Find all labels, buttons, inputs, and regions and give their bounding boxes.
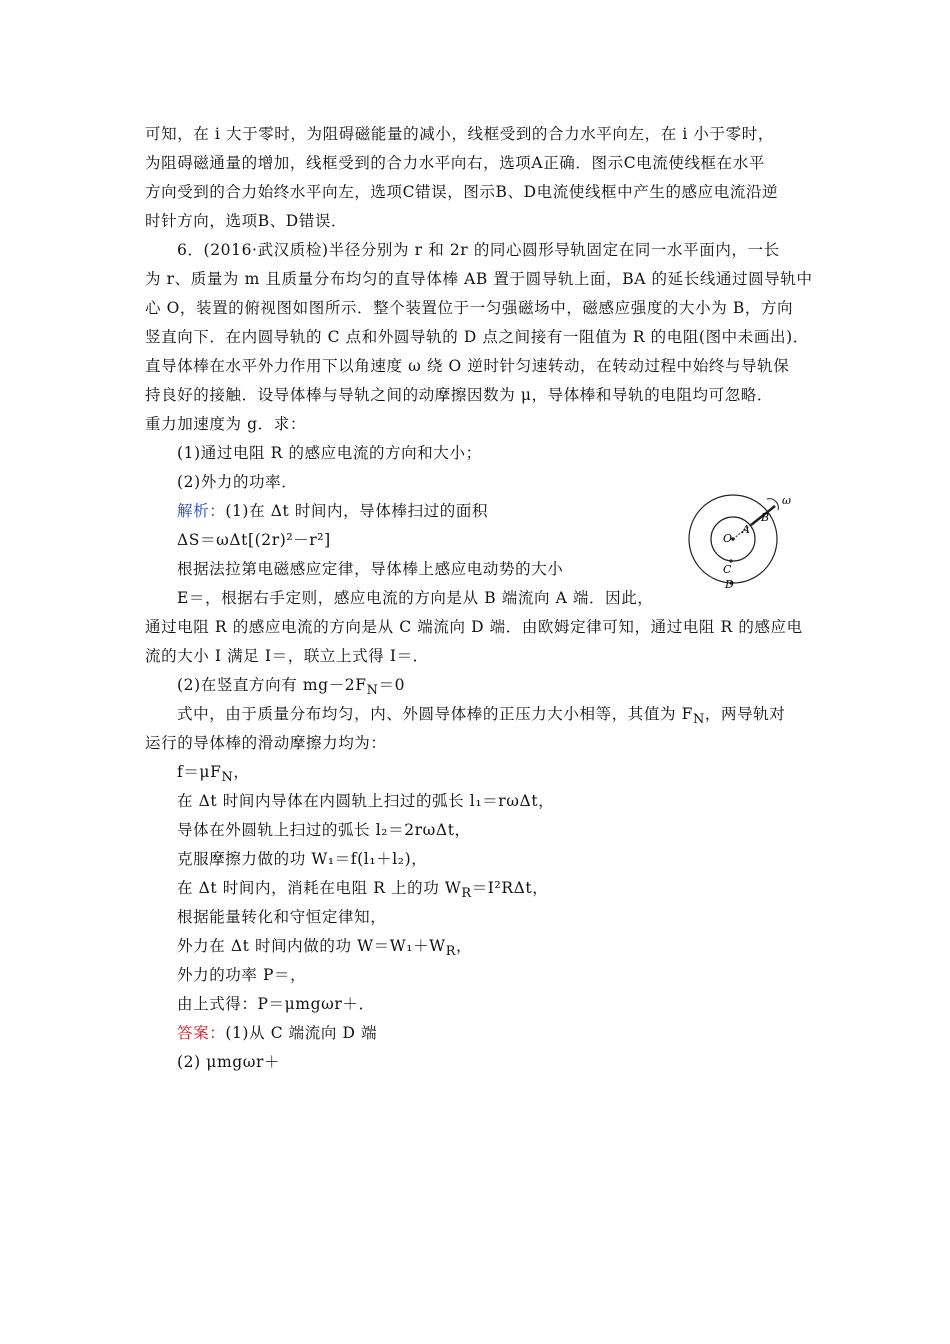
- text-line: 导体在外圆轨上扫过的弧长 l₂＝2rωΔt，: [177, 821, 471, 839]
- text-line: $f=\mu F_N$，: [177, 763, 250, 786]
- text-line: 克服摩擦力做的功 W₁＝f(l₁＋l₂)，: [177, 850, 428, 868]
- text-line: 心 O，装置的俯视图如图所示．整个装置位于一匀强磁场中，磁感应强度的大小为 B，方向: [145, 299, 794, 317]
- sub-question-2: (2)外力的功率．: [177, 473, 298, 491]
- label-o: O: [723, 532, 733, 545]
- text-line: 根据能量转化和守恒定律知，: [177, 908, 387, 926]
- text-line: 在 Δt 时间内，消耗在电阻 R 上的功 $W_R=I^2R\Delta t$，: [177, 879, 549, 902]
- formula-line: ΔS＝ωΔt[(2r)²－r²]: [177, 531, 331, 549]
- text-line: 重力加速度为 g．求：: [145, 415, 306, 433]
- analysis-text: (1)在 Δt 时间内，导体棒扫过的面积: [225, 502, 489, 520]
- answer-line: [177, 1023, 377, 1043]
- text-line: 外力的功率 P＝，: [177, 966, 307, 984]
- text-line: 由上式得：P＝μmgωr＋．: [177, 995, 375, 1013]
- text-line: E＝，根据右手定则，感应电流的方向是从 B 端流向 A 端．因此，: [177, 589, 654, 607]
- text-line: (2)在竖直方向有 $mg-2F_N=0$: [177, 676, 406, 699]
- text-line: 通过电阻 R 的感应电流的方向是从 C 端流向 D 端．由欧姆定律可知，通过电阻 R 的感应电: [145, 618, 803, 636]
- text-line: 持良好的接触．设导体棒与导轨之间的动摩擦因数为 μ，导体棒和导轨的电阻均可忽略．: [145, 386, 774, 404]
- label-a: A: [742, 523, 750, 536]
- answer-line-2: (2) μmgωr＋: [177, 1053, 281, 1071]
- label-d: D: [725, 578, 734, 589]
- analysis-line: [177, 501, 488, 521]
- text-line: 时针方向，选项B、D错误．: [145, 212, 348, 230]
- text-line: 根据法拉第电磁感应定律，导体棒上感应电动势的大小: [177, 560, 564, 578]
- text-line: 流的大小 I 满足 I＝，联立上式得 I＝．: [145, 647, 429, 665]
- sub-question-1: (1)通过电阻 R 的感应电流的方向和大小；: [177, 444, 482, 462]
- answer-label: 答案：: [177, 1024, 226, 1042]
- question-6-line: 6．(2016·武汉质检)半径分别为 r 和 2r 的同心圆形导轨固定在同一水平面内，一长: [177, 241, 780, 259]
- text-line: 为阻碍磁通量的增加，线框受到的合力水平向右，选项A正确．图示C电流使线框在水平: [145, 154, 765, 172]
- text-line: 在 Δt 时间内导体在内圆轨上扫过的弧长 l₁＝rωΔt，: [177, 792, 555, 810]
- concentric-rail-figure: [683, 494, 793, 589]
- text-line: 外力在 Δt 时间内做的功 $W=W_1+W_R$，: [177, 937, 473, 960]
- answer-text: (1)从 C 端流向 D 端: [225, 1024, 378, 1042]
- text-line: 可知，在 i 大于零时，为阻碍磁能量的减小，线框受到的合力水平向左，在 i 小于零时，: [145, 125, 774, 143]
- text-line: 竖直向下．在内圆导轨的 C 点和外圆导轨的 D 点之间接有一阻值为 R 的电阻(图中未画出)．: [145, 328, 809, 346]
- label-b: B: [761, 511, 770, 524]
- text-line: 式中，由于质量分布均匀，内、外圆导体棒的正压力大小相等，其值为 $F_N$，两导轨对: [177, 705, 786, 728]
- label-c: C: [723, 563, 732, 576]
- text-line: 直导体棒在水平外力作用下以角速度 ω 绕 O 逆时针匀速转动，在转动过程中始终与导轨保: [145, 357, 790, 375]
- text-line: 运行的导体棒的滑动摩擦力均为：: [145, 734, 387, 752]
- text-line: 方向受到的合力始终水平向左，选项C错误，图示B、D电流使线框中产生的感应电流沿逆: [145, 183, 779, 201]
- text-line: 为 r、质量为 m 且质量分布均匀的直导体棒 AB 置于圆导轨上面，BA 的延长线通过圆导轨中: [145, 270, 813, 288]
- analysis-label: 解析：: [177, 502, 226, 520]
- label-omega: ω: [782, 494, 791, 507]
